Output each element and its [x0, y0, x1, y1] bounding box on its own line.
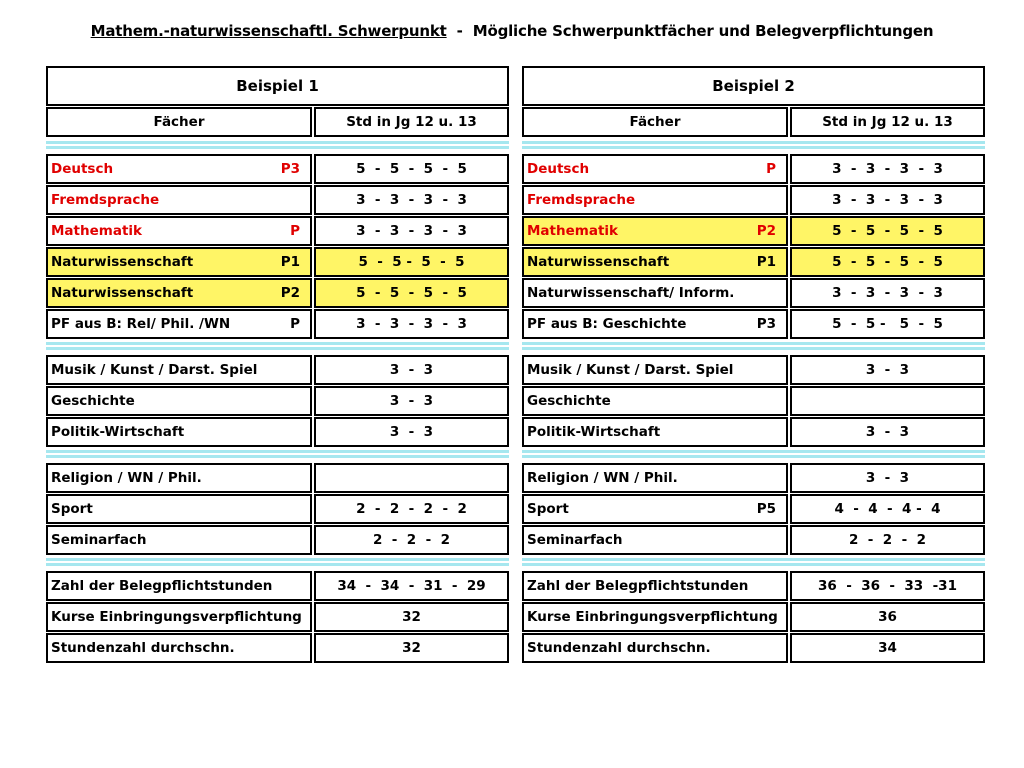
pruefungsfach-label: P2 — [756, 223, 776, 239]
subject-cell — [46, 247, 312, 277]
table-row — [522, 494, 985, 525]
subject-name: PF aus B: Geschichte — [527, 316, 687, 332]
table-body — [46, 140, 509, 664]
table-row — [522, 571, 985, 602]
hours-cell: 3 - 3 - 3 - 3 — [790, 185, 985, 215]
subject-name: Kurse Einbringungsverpflichtung — [51, 609, 302, 625]
group-separator — [46, 341, 509, 351]
table-row — [46, 463, 509, 494]
subject-cell — [46, 417, 312, 447]
table-body — [522, 140, 985, 664]
subject-name: Geschichte — [51, 393, 135, 409]
column-header-row — [46, 107, 509, 139]
title-dash: - — [446, 22, 473, 40]
subject-cell — [522, 525, 788, 555]
hours-cell: 34 — [790, 633, 985, 663]
hours-cell: 3 - 3 — [314, 355, 509, 385]
subject-cell — [522, 602, 788, 632]
hours-cell: 3 - 3 - 3 - 3 — [314, 216, 509, 246]
subject-cell — [46, 185, 312, 215]
subject-cell — [522, 417, 788, 447]
subject-name: Geschichte — [527, 393, 611, 409]
subject-name: Seminarfach — [527, 532, 623, 548]
panel-beispiel-1 — [46, 66, 509, 664]
hours-cell: 3 - 3 — [790, 417, 985, 447]
hours-cell: 5 - 5 - 5 - 5 — [314, 278, 509, 308]
subject-name: Fremdsprache — [527, 192, 636, 208]
table-row — [522, 216, 985, 247]
pruefungsfach-label: P5 — [756, 501, 776, 517]
subject-cell — [522, 247, 788, 277]
column-header-subject: Fächer — [46, 107, 312, 137]
column-header-hours: Std in Jg 12 u. 13 — [790, 107, 985, 137]
column-header-hours: Std in Jg 12 u. 13 — [314, 107, 509, 137]
subject-cell — [46, 494, 312, 524]
hours-cell: 3 - 3 - 3 - 3 — [314, 185, 509, 215]
panel-title: Beispiel 2 — [522, 66, 985, 106]
subject-name: Naturwissenschaft — [51, 254, 194, 270]
table-row — [46, 571, 509, 602]
subject-cell — [522, 494, 788, 524]
column-header-row — [522, 107, 985, 139]
hours-cell: 3 - 3 - 3 - 3 — [790, 154, 985, 184]
subject-cell — [522, 386, 788, 416]
table-row — [46, 154, 509, 185]
group-separator — [522, 449, 985, 459]
hours-cell: 34 - 34 - 31 - 29 — [314, 571, 509, 601]
subject-name: Deutsch — [527, 161, 590, 177]
subject-cell — [46, 633, 312, 663]
group-separator — [46, 140, 509, 150]
table-row — [522, 463, 985, 494]
subject-name: Naturwissenschaft/ Inform. — [527, 285, 735, 301]
subject-name: Politik-Wirtschaft — [51, 424, 185, 440]
hours-cell: 3 - 3 — [314, 417, 509, 447]
hours-cell: 2 - 2 - 2 — [314, 525, 509, 555]
table-row — [522, 278, 985, 309]
subject-cell — [46, 355, 312, 385]
table-row — [522, 602, 985, 633]
subject-cell — [522, 463, 788, 493]
hours-cell: 5 - 5 - 5 - 5 — [314, 247, 509, 277]
subject-cell — [522, 278, 788, 308]
pruefungsfach-label: P2 — [280, 285, 300, 301]
table-row — [46, 216, 509, 247]
subject-name: Naturwissenschaft — [527, 254, 670, 270]
hours-cell: 5 - 5 - 5 - 5 — [314, 154, 509, 184]
pruefungsfach-label: P3 — [280, 161, 300, 177]
pruefungsfach-label: P1 — [280, 254, 300, 270]
subject-name: Stundenzahl durchschn. — [51, 640, 235, 656]
table-row — [46, 633, 509, 664]
subject-cell — [522, 633, 788, 663]
table-row — [46, 185, 509, 216]
subject-name: Sport — [527, 501, 569, 517]
table-row — [522, 309, 985, 340]
subject-name: Mathematik — [51, 223, 142, 239]
table-row — [522, 386, 985, 417]
subject-name: Sport — [51, 501, 93, 517]
hours-cell — [790, 386, 985, 416]
hours-cell: 32 — [314, 633, 509, 663]
hours-cell: 3 - 3 - 3 - 3 — [790, 278, 985, 308]
subject-name: Stundenzahl durchschn. — [527, 640, 711, 656]
group-separator — [522, 140, 985, 150]
table-row — [522, 525, 985, 556]
subject-name: Kurse Einbringungsverpflichtung — [527, 609, 778, 625]
group-separator — [522, 341, 985, 351]
page-title — [0, 22, 1024, 40]
table-row — [522, 185, 985, 216]
subject-name: Deutsch — [51, 161, 114, 177]
subject-name: Zahl der Belegpflichtstunden — [527, 578, 749, 594]
subject-name: Mathematik — [527, 223, 618, 239]
table-row — [46, 309, 509, 340]
hours-cell: 3 - 3 — [790, 355, 985, 385]
subject-cell — [46, 525, 312, 555]
group-separator — [46, 449, 509, 459]
subject-cell — [46, 463, 312, 493]
subject-cell — [522, 185, 788, 215]
table-row — [46, 417, 509, 448]
table-row — [522, 247, 985, 278]
pruefungsfach-label: P1 — [756, 254, 776, 270]
subject-name: Religion / WN / Phil. — [51, 470, 202, 486]
hours-cell: 5 - 5 - 5 - 5 — [790, 309, 985, 339]
group-separator — [522, 557, 985, 567]
pruefungsfach-label: P — [766, 161, 776, 177]
column-header-subject: Fächer — [522, 107, 788, 137]
subject-name: PF aus B: Rel/ Phil. /WN — [51, 316, 231, 332]
table-row — [46, 386, 509, 417]
subject-name: Musik / Kunst / Darst. Spiel — [527, 362, 734, 378]
panel-beispiel-2 — [522, 66, 985, 664]
hours-cell: 5 - 5 - 5 - 5 — [790, 247, 985, 277]
table-row — [46, 525, 509, 556]
subject-cell — [46, 216, 312, 246]
title-sub: Mögliche Schwerpunktfächer und Belegverpflichtungen — [472, 22, 934, 40]
subject-cell — [46, 602, 312, 632]
group-separator — [46, 557, 509, 567]
table-row — [46, 355, 509, 386]
table-row — [522, 633, 985, 664]
subject-name: Politik-Wirtschaft — [527, 424, 661, 440]
hours-cell: 2 - 2 - 2 - 2 — [314, 494, 509, 524]
subject-name: Religion / WN / Phil. — [527, 470, 678, 486]
subject-name: Fremdsprache — [51, 192, 160, 208]
hours-cell: 3 - 3 — [790, 463, 985, 493]
subject-name: Musik / Kunst / Darst. Spiel — [51, 362, 258, 378]
hours-cell: 36 — [790, 602, 985, 632]
subject-name: Seminarfach — [51, 532, 147, 548]
subject-cell — [522, 309, 788, 339]
hours-cell: 5 - 5 - 5 - 5 — [790, 216, 985, 246]
subject-name: Naturwissenschaft — [51, 285, 194, 301]
subject-cell — [522, 154, 788, 184]
table-row — [46, 494, 509, 525]
title-main: Mathem.-naturwissenschaftl. Schwerpunkt — [90, 22, 447, 40]
subject-cell — [46, 154, 312, 184]
pruefungsfach-label: P — [290, 223, 300, 239]
table-row — [522, 154, 985, 185]
subject-cell — [46, 386, 312, 416]
hours-cell: 36 - 36 - 33 -31 — [790, 571, 985, 601]
subject-cell — [522, 216, 788, 246]
hours-cell — [314, 463, 509, 493]
panel-title: Beispiel 1 — [46, 66, 509, 106]
subject-cell — [46, 278, 312, 308]
pruefungsfach-label: P3 — [756, 316, 776, 332]
hours-cell: 3 - 3 - 3 - 3 — [314, 309, 509, 339]
table-row — [46, 602, 509, 633]
table-row — [46, 278, 509, 309]
hours-cell: 32 — [314, 602, 509, 632]
table-row — [46, 247, 509, 278]
hours-cell: 2 - 2 - 2 — [790, 525, 985, 555]
subject-cell — [522, 355, 788, 385]
subject-name: Zahl der Belegpflichtstunden — [51, 578, 273, 594]
pruefungsfach-label: P — [290, 316, 300, 332]
table-row — [522, 355, 985, 386]
table-row — [522, 417, 985, 448]
subject-cell — [522, 571, 788, 601]
subject-cell — [46, 571, 312, 601]
hours-cell: 3 - 3 — [314, 386, 509, 416]
subject-cell — [46, 309, 312, 339]
hours-cell: 4 - 4 - 4 - 4 — [790, 494, 985, 524]
